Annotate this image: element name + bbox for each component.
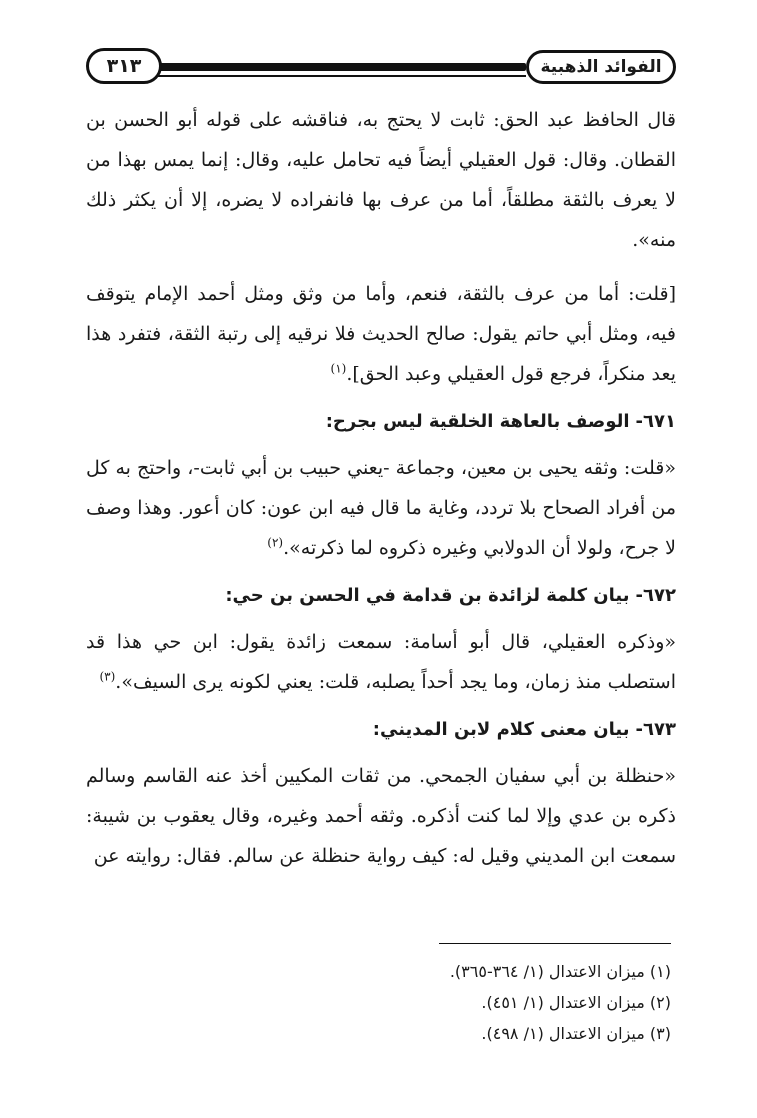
footnote-2: (٢) ميزان الاعتدال (١/ ٤٥١).	[481, 993, 671, 1012]
paragraph-3	[86, 448, 676, 568]
section-number-671: ٦٧١-	[635, 411, 676, 432]
section-title-673: بيان معنى كلام لابن المديني:	[372, 719, 630, 740]
page-header	[86, 44, 676, 94]
book-title: الفوائد الذهبية	[526, 50, 676, 84]
paragraph-4-text: «وذكره العقيلي، قال أبو أسامة: سمعت زائدة يقول: ابن حي هذا قد استصلب منذ زمان، وما يجد أحداً يصلبه، قلت: يعني لكونه يرى السيف».	[86, 631, 676, 693]
footnote-ref-3: (٣)	[99, 669, 116, 684]
header-rule	[126, 63, 526, 71]
paragraph-4	[86, 622, 676, 702]
page-number: ٣١٣	[86, 48, 162, 84]
footnotes	[81, 956, 671, 1049]
section-title-672: بيان كلمة لزائدة بن قدامة في الحسن بن حي:	[225, 585, 630, 606]
paragraph-2	[86, 274, 676, 394]
footnote-ref-1: (١)	[330, 361, 347, 376]
header-rule-thin	[126, 75, 526, 77]
page-body	[86, 100, 676, 876]
paragraph-5: «حنظلة بن أبي سفيان الجمحي. من ثقات المكيين أخذ عنه القاسم وسالم ذكره بن عدي وإلا لما كنت أذكره. وثقه أحمد وغيره، وقال يعقوب بن شيبة: سمعت ابن المديني وقيل له: كيف رواية حنظلة عن سالم. فقال: روايته عن	[86, 765, 676, 867]
paragraph-1: قال الحافظ عبد الحق: ثابت لا يحتج به، فناقشه على قوله أبو الحسن بن القطان. وقال: قول العقيلي أيضاً فيه تحامل عليه، وقال: إنما يمس بهذا من لا يعرف بالثقة مطلقاً، أما من عرف بها فانفراده لا يضره، إلا أن يكثر ذلك منه».	[86, 109, 676, 251]
footnote-1: (١) ميزان الاعتدال (١/ ٣٦٤-٣٦٥).	[449, 962, 671, 981]
section-heading-673	[86, 710, 676, 750]
paragraph-2-text: [قلت: أما من عرف بالثقة، فنعم، وأما من وثق ومثل أحمد الإمام يتوقف فيه، ومثل أبي حاتم يقول: صالح الحديث فلا نرقيه إلى رتبة الثقة، فتفرد هذا يعد منكراً، فرجع قول العقيلي وعبد الحق].	[86, 283, 676, 385]
section-heading-671	[86, 402, 676, 442]
section-number-673: ٦٧٣-	[635, 719, 676, 740]
footnote-3: (٣) ميزان الاعتدال (١/ ٤٩٨).	[481, 1024, 671, 1043]
paragraph-3-text: «قلت: وثقه يحيى بن معين، وجماعة -يعني حبيب بن أبي ثابت-، واحتج به كل من أفراد الصحاح بلا تردد، وغاية ما قال فيه ابن عون: كان أعور. وهذا وصف لا جرح، ولولا أن الدولابي وغيره ذكروه لما ذكرته».	[86, 457, 676, 559]
footnote-ref-2: (٢)	[267, 535, 284, 550]
section-number-672: ٦٧٢-	[635, 585, 676, 606]
section-heading-672	[86, 576, 676, 616]
section-title-671: الوصف بالعاهة الخلقية ليس بجرح:	[325, 411, 630, 432]
footnote-divider	[439, 943, 671, 944]
